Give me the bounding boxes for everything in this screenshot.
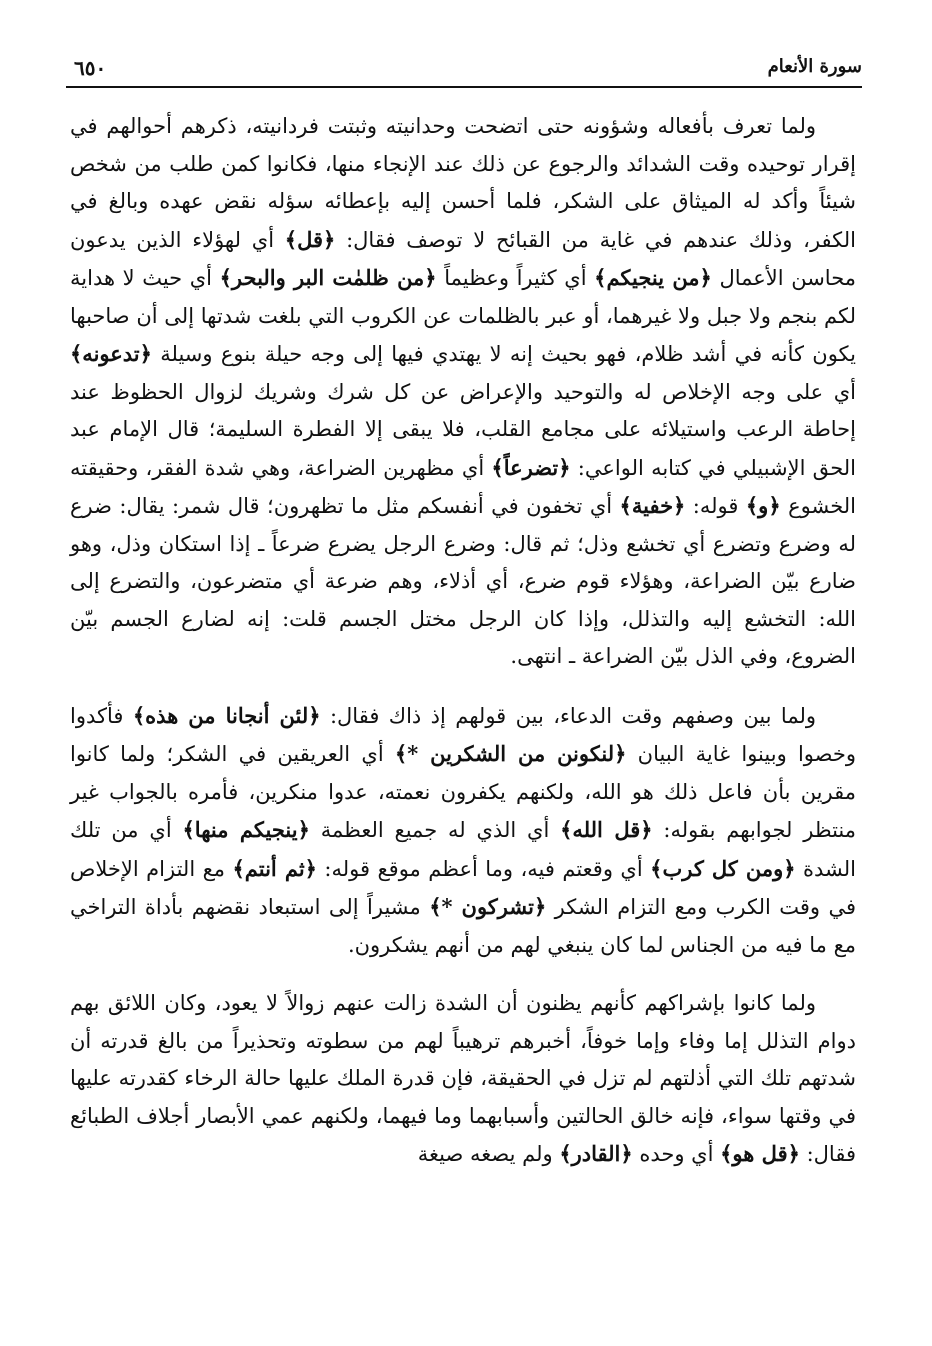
- quran-quote: ﴿القادر﴾: [559, 1141, 633, 1166]
- quran-quote: ﴿لنكونن من الشكرين *﴾: [394, 741, 627, 766]
- text-segment: أي لهؤلاء الذين يدعون محاسن الأعمال: [70, 227, 856, 290]
- quran-quote: ﴿قل هو﴾: [720, 1141, 800, 1166]
- running-title: سورة الأنعام: [767, 56, 862, 77]
- quran-quote: ﴿تدعونه﴾: [70, 341, 152, 366]
- quran-quote: ﴿قل الله﴾: [560, 817, 653, 842]
- quran-quote: ﴿ثم أنتم﴾: [232, 855, 317, 881]
- quran-quote: ﴿ومن كل كرب﴾: [650, 855, 796, 881]
- quran-quote: ﴿و﴾: [745, 493, 781, 518]
- text-segment: أي حيث لا هداية لكم بنجم ولا جبل ولا غيرهما، أو عبر بالظلمات عن الكروب التي بلغت شدتها إلى أن صاحبها يكون كأنه في أشد ظلام، فهو بحيث إنه لا يهتدي فيها إلى وجه حيلة بنوع وسيلة: [70, 266, 856, 366]
- quran-quote: ﴿خفية﴾: [619, 493, 686, 518]
- text-segment: ولما كانوا بإشراكهم كأنهم يظنون أن الشدة زالت عنهم زوالاً لا يعود، وكان اللائق بهم دوام التذلل إما وفاء وإما خوفاً، أخبرهم ترهيباً لهم من سطوته وتحذيراً من بالغ قدرته أن شدتهم تلك التي أذلتهم لم تزل في الحقيقة، فإن قدرة الملك عليها حالة الرخاء كقدرته عليها في وقتها سواء، فإنه خالق الحالتين وأسبابهما وما فيهما، ولكنهم عمي الأبصار أجلاف الطبائع فقال:: [70, 991, 856, 1166]
- text-segment: مع التزام الإخلاص في وقت الكرب ومع التزام الشكر: [70, 856, 856, 919]
- quran-quote: ﴿ينجيكم منها﴾: [182, 817, 310, 842]
- page-header: [66, 52, 862, 88]
- quran-quote: ﴿لئن أنجانا من هذه﴾: [132, 702, 321, 728]
- text-segment: أي الذي له جميع العظمة: [309, 818, 561, 842]
- text-segment: أي من تلك الشدة: [70, 818, 857, 881]
- text-segment: مشيراً إلى استبعاد نقضهم بأداة التراخي مع ما فيه من الجناس لما كان ينبغي لهم من أنهم يشكرون.: [70, 895, 856, 957]
- quran-quote: ﴿تضرعاً﴾: [491, 454, 571, 480]
- text-segment: أي على وجه الإخلاص له والتوحيد والإعراض عن كل شرك وشريك لزوال الحظوظ عند إحاطة الرعب واستيلائه على مجامع القلب، فلا يبقى إلا الفطرة السليمة؛ قال الإمام عبد الحق الإشبيلي في كتابه الواعي:: [70, 379, 856, 480]
- quran-quote: ﴿من ينجيكم﴾: [594, 265, 712, 290]
- quran-quote: ﴿قل﴾: [284, 226, 336, 252]
- text-segment: أي مظهرين الضراعة، وهي شدة الفقر، وحقيقته الخشوع: [70, 455, 856, 518]
- text-segment: أي وقعتم فيه، وما أعظم موقع قوله:: [316, 856, 651, 881]
- quran-quote: ﴿تشركون *﴾: [429, 894, 547, 919]
- text-segment: أي تخفون في أنفسكم مثل ما تظهرون؛ قال شمر: يقال: ضرع له وضرع وتضرع أي تخشع وذل؛ ثم قال: وضرع الرجل يضرع ضرعاً ـ إذا استكان وذل، وهو ضارع بيّن الضراعة، وهؤلاء قوم ضرع، أي أذلاء، وهم ضرعة أي متضرعون، والتضرع إلى الله: التخشع إليه والتذلل، وإذا كان الرجل مختل الجسم قلت: إنه لضارع الجسم بيّن الضروع، وفي الذل بيّن الضراعة ـ انتهى.: [70, 494, 856, 668]
- text-segment: فأكدوا وخصوا وبينوا غاية البيان: [70, 703, 856, 766]
- text-segment: أي كثيراً وعظيماً: [436, 266, 595, 290]
- text-segment: قوله:: [685, 494, 746, 518]
- paragraph-1: [70, 108, 856, 676]
- text-segment: أي وحده: [632, 1142, 721, 1166]
- text-segment: ولم يصغه صيغة: [417, 1142, 560, 1166]
- page-number: ٦٥٠: [74, 56, 107, 80]
- quran-quote: ﴿من ظلمٰت البر والبحر﴾: [219, 265, 437, 290]
- text-segment: ولما بين وصفهم وقت الدعاء، بين قولهم إذ ذاك فقال:: [320, 703, 816, 728]
- paragraph-3: [70, 985, 856, 1174]
- text-segment: أي العريقين في الشكر؛ ولما كانوا مقرين بأن فاعل ذلك هو الله، ولكنهم يكفرون نعمته، عدوا منكرين، فأمره بالجواب غير منتظر لجوابهم بقوله:: [70, 742, 857, 842]
- text-segment: ولما تعرف بأفعاله وشؤونه حتى اتضحت وحدانيته وثبتت فردانيته، ذكرهم أحوالهم في إقرار توحيده وقت الشدائد والرجوع عن ذلك عند الإنجاء منها، فكانوا كمن طلب من شخص شيئاً وأكد له الميثاق على الشكر، فلما أحسن إليه بإعطائه سؤله نقض عهده وبالغ في الكفر، وذلك عندهم في غاية من القبائح لا توصف فقال:: [70, 114, 856, 252]
- paragraph-2: [70, 697, 856, 965]
- body-text: [70, 108, 856, 1174]
